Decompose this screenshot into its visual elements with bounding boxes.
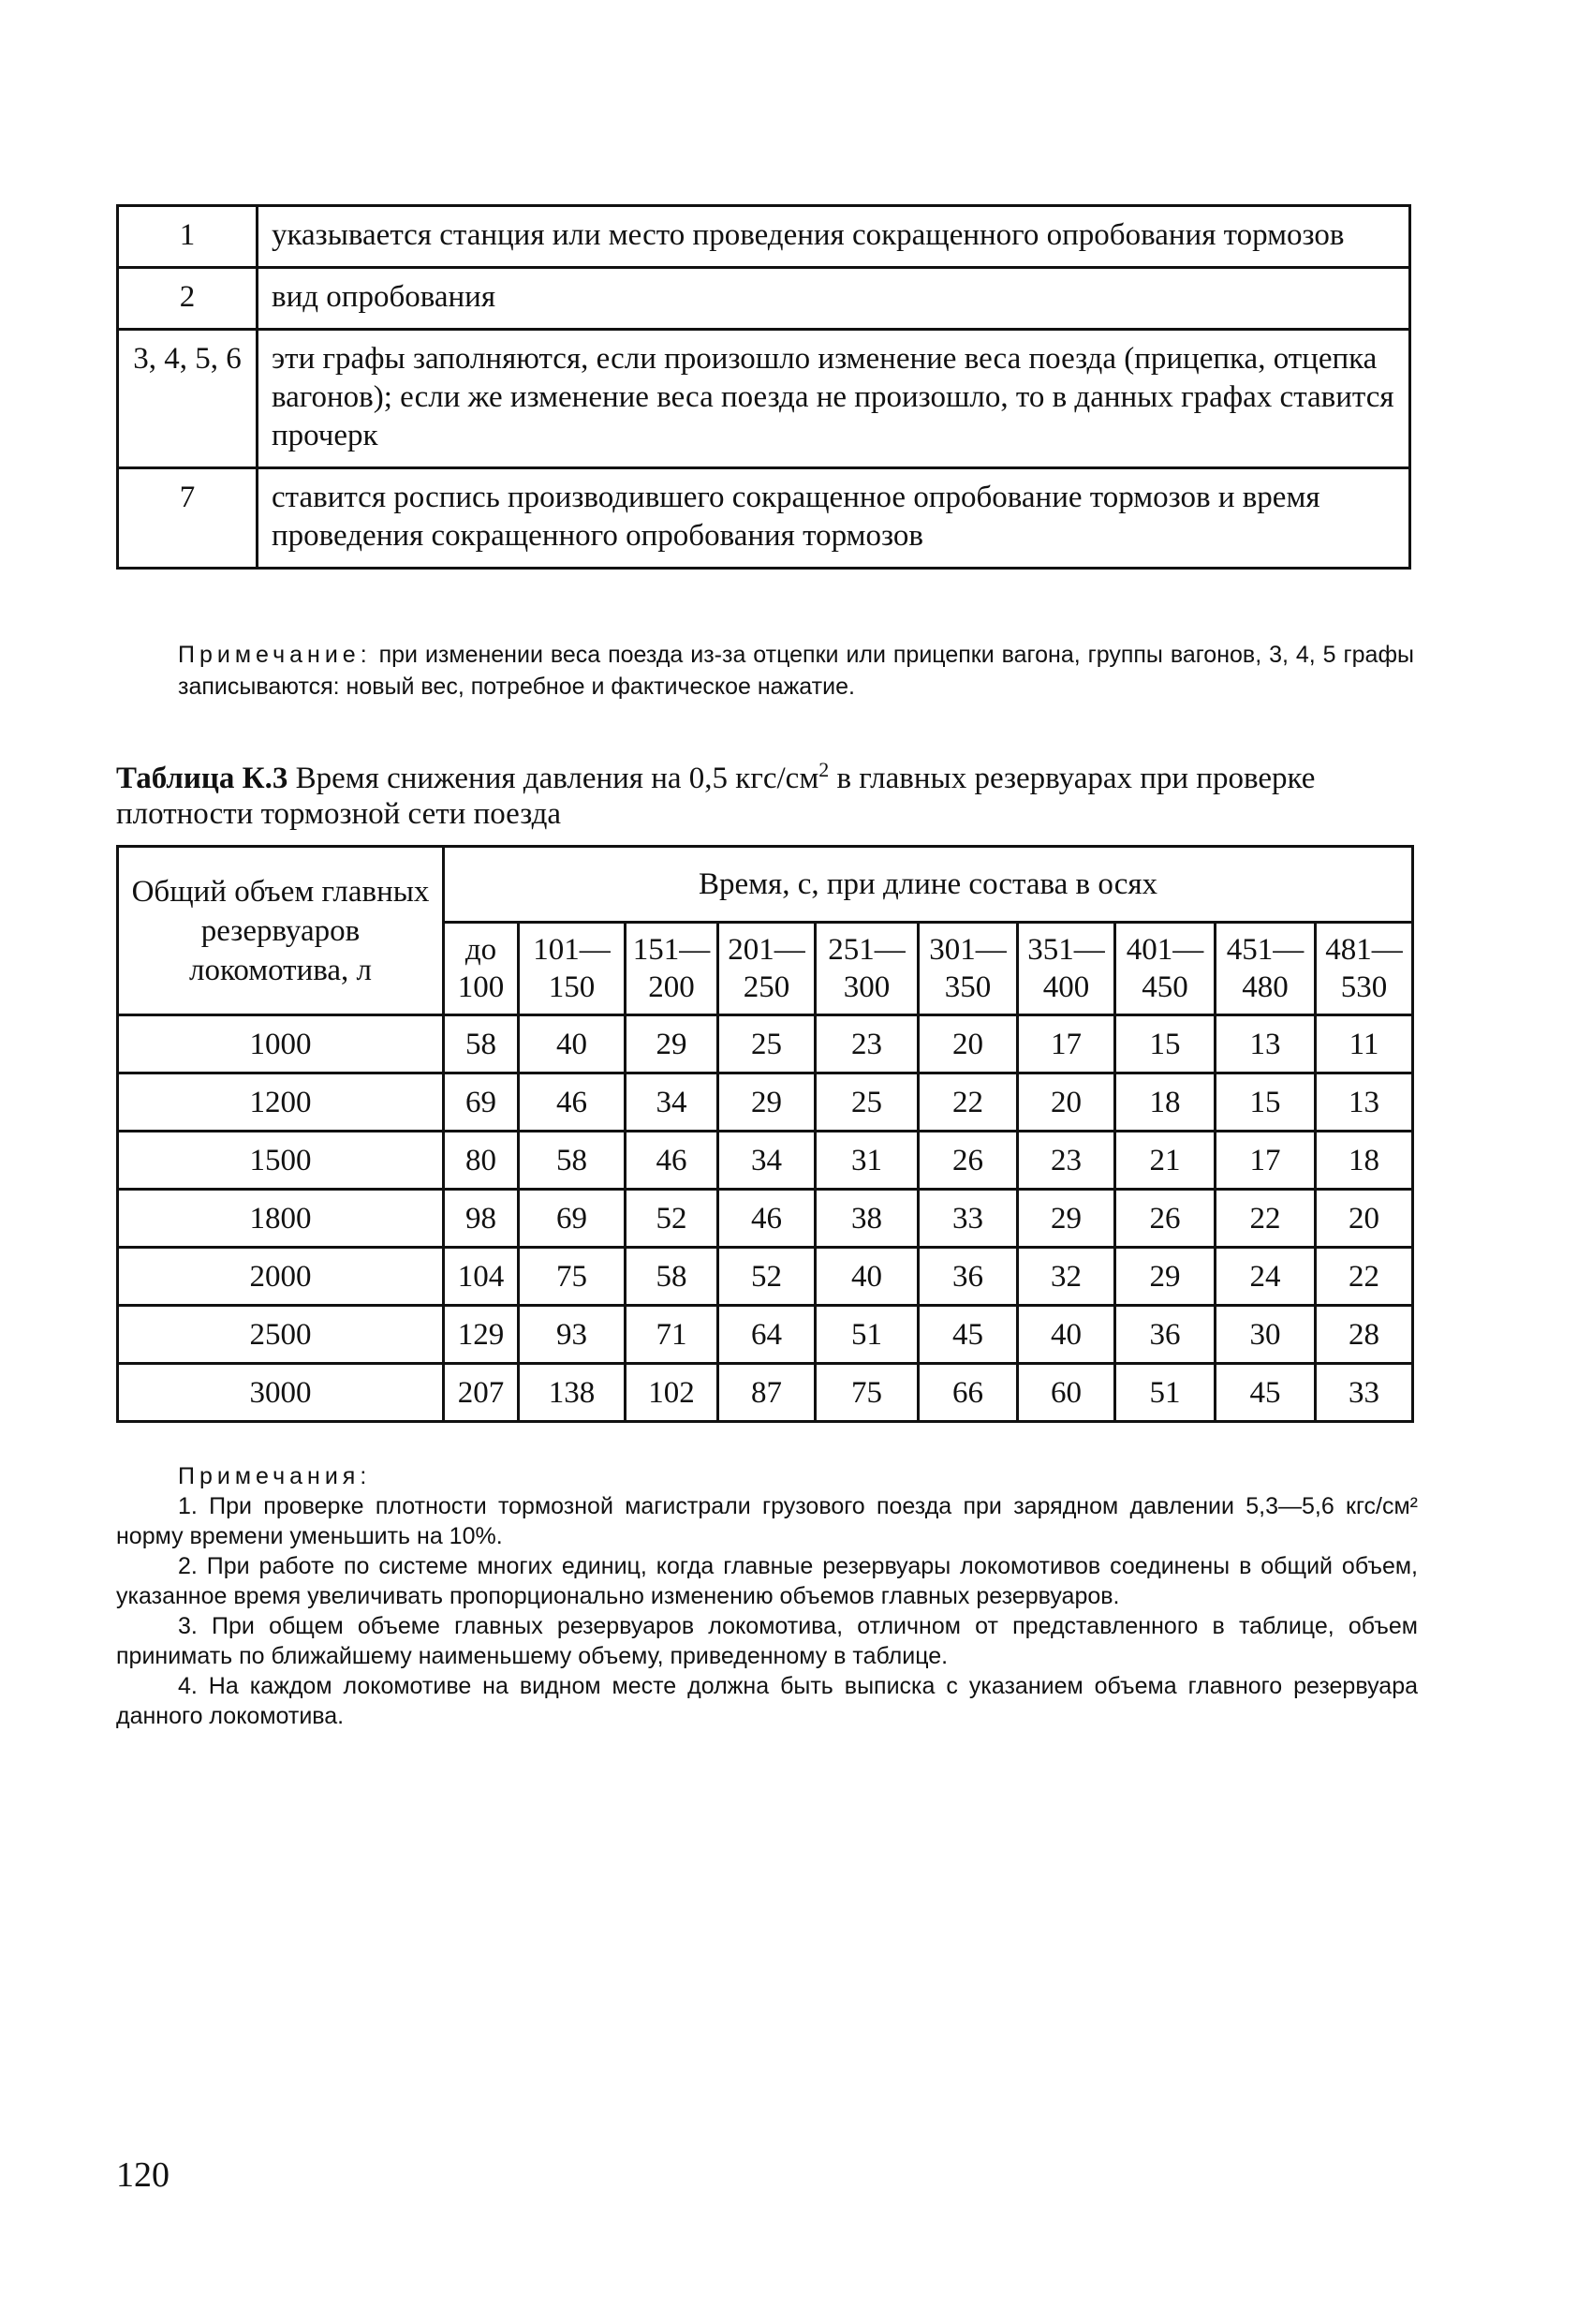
time-cell: 22 <box>1316 1248 1413 1306</box>
time-cell: 51 <box>1115 1364 1216 1422</box>
time-cell: 87 <box>718 1364 816 1422</box>
time-cell: 58 <box>444 1015 519 1073</box>
table-row <box>118 330 1410 468</box>
time-cell: 18 <box>1115 1073 1216 1132</box>
table-note <box>178 639 1414 703</box>
time-cell: 24 <box>1216 1248 1316 1306</box>
time-cell: 75 <box>519 1248 626 1306</box>
time-cell: 18 <box>1316 1132 1413 1190</box>
time-cell: 29 <box>718 1073 816 1132</box>
column-description: указывается станция или место проведения сокращенного опробования тормозов <box>258 206 1410 268</box>
column-header: 251— 300 <box>816 923 919 1015</box>
note-item: 3. При общем объеме главных резервуаров локомотива, отличном от представленного в таблице, объем принимать по ближайшему наименьшему объему, приведенному в таблице. <box>116 1613 1418 1669</box>
time-cell: 28 <box>1316 1306 1413 1364</box>
time-cell: 52 <box>718 1248 816 1306</box>
column-number: 7 <box>118 468 258 569</box>
time-cell: 98 <box>444 1190 519 1248</box>
time-cell: 29 <box>626 1015 718 1073</box>
time-cell: 129 <box>444 1306 519 1364</box>
time-cell: 20 <box>1316 1190 1413 1248</box>
time-cell: 69 <box>519 1190 626 1248</box>
column-header: 481— 530 <box>1316 923 1413 1015</box>
volume-cell: 1000 <box>118 1015 444 1073</box>
table-row <box>118 468 1410 569</box>
time-cell: 21 <box>1115 1132 1216 1190</box>
time-cell: 51 <box>816 1306 919 1364</box>
column-header: 301— 350 <box>919 923 1018 1015</box>
time-cell: 58 <box>519 1132 626 1190</box>
note-item: 4. На каждом локомотиве на видном месте должна быть выписка с указанием объема главного резервуара данного локомотива. <box>116 1673 1418 1729</box>
time-cell: 23 <box>1018 1132 1115 1190</box>
columns-explanation-table <box>116 204 1411 570</box>
time-cell: 52 <box>626 1190 718 1248</box>
time-cell: 26 <box>919 1132 1018 1190</box>
time-cell: 11 <box>1316 1015 1413 1073</box>
column-header: 201— 250 <box>718 923 816 1015</box>
table-caption-text: Время снижения давления на 0,5 кгс/см <box>287 762 819 795</box>
time-cell: 13 <box>1316 1073 1413 1132</box>
column-number: 2 <box>118 268 258 330</box>
time-cell: 22 <box>1216 1190 1316 1248</box>
table-row <box>118 1015 1413 1073</box>
time-cell: 17 <box>1018 1015 1115 1073</box>
volume-cell: 3000 <box>118 1364 444 1422</box>
volume-cell: 1200 <box>118 1073 444 1132</box>
time-cell: 17 <box>1216 1132 1316 1190</box>
notes-title: Примечания: <box>178 1463 372 1489</box>
time-cell: 46 <box>718 1190 816 1248</box>
time-cell: 34 <box>626 1073 718 1132</box>
volume-cell: 2500 <box>118 1306 444 1364</box>
table-row <box>118 1306 1413 1364</box>
time-cell: 25 <box>718 1015 816 1073</box>
time-cell: 46 <box>519 1073 626 1132</box>
time-cell: 31 <box>816 1132 919 1190</box>
time-cell: 102 <box>626 1364 718 1422</box>
column-description: вид опробования <box>258 268 1410 330</box>
column-group-header: Время, с, при длине состава в осях <box>444 847 1413 923</box>
table-row <box>118 1073 1413 1132</box>
time-cell: 15 <box>1216 1073 1316 1132</box>
column-number: 3, 4, 5, 6 <box>118 330 258 468</box>
pressure-drop-time-table <box>116 845 1414 1423</box>
note-item: 2. При работе по системе многих единиц, когда главные резервуары локомотивов соединены в общий объем, указанное время увеличивать пропорционально изменению объемов главных резервуаров. <box>116 1553 1418 1609</box>
table-header-row <box>118 847 1413 923</box>
column-description: эти графы заполняются, если произошло изменение веса поезда (прицепка, отцепка вагонов); если же изменение веса поезда не произошло, то в данных графах ставится прочерк <box>258 330 1410 468</box>
time-cell: 75 <box>816 1364 919 1422</box>
time-cell: 40 <box>816 1248 919 1306</box>
time-cell: 46 <box>626 1132 718 1190</box>
note-item: 1. При проверке плотности тормозной магистрали грузового поезда при зарядном давлении 5,3—5,6 кгс/см² норму времени уменьшить на 10%. <box>116 1493 1418 1549</box>
time-cell: 32 <box>1018 1248 1115 1306</box>
column-header: 101— 150 <box>519 923 626 1015</box>
table-row <box>118 1190 1413 1248</box>
time-cell: 20 <box>1018 1073 1115 1132</box>
volume-cell: 1500 <box>118 1132 444 1190</box>
column-number: 1 <box>118 206 258 268</box>
table-notes <box>116 1461 1418 1731</box>
column-header: 151— 200 <box>626 923 718 1015</box>
note-label: Примечание: <box>178 642 372 668</box>
time-cell: 40 <box>1018 1306 1115 1364</box>
time-cell: 22 <box>919 1073 1018 1132</box>
time-cell: 64 <box>718 1306 816 1364</box>
time-cell: 45 <box>919 1306 1018 1364</box>
superscript: 2 <box>818 758 830 781</box>
column-header: 351— 400 <box>1018 923 1115 1015</box>
time-cell: 23 <box>816 1015 919 1073</box>
time-cell: 29 <box>1018 1190 1115 1248</box>
time-cell: 30 <box>1216 1306 1316 1364</box>
time-cell: 29 <box>1115 1248 1216 1306</box>
time-cell: 69 <box>444 1073 519 1132</box>
table-row <box>118 268 1410 330</box>
time-cell: 20 <box>919 1015 1018 1073</box>
volume-cell: 2000 <box>118 1248 444 1306</box>
table-caption-text-end: в главных резервуарах при проверке плотности тормозной сети поезда <box>116 762 1316 831</box>
table-caption-label: Таблица К.3 <box>116 762 288 795</box>
table-row <box>118 1248 1413 1306</box>
table-body <box>118 1015 1413 1422</box>
table-row <box>118 1364 1413 1422</box>
time-cell: 25 <box>816 1073 919 1132</box>
volume-cell: 1800 <box>118 1190 444 1248</box>
time-cell: 66 <box>919 1364 1018 1422</box>
time-cell: 36 <box>919 1248 1018 1306</box>
column-header: 401— 450 <box>1115 923 1216 1015</box>
time-cell: 33 <box>1316 1364 1413 1422</box>
note-text: при изменении веса поезда из-за отцепки или прицепки вагона, группы вагонов, 3, 4, 5 графы записываются: новый вес, потребное и фактическое нажатие. <box>178 642 1414 700</box>
time-cell: 60 <box>1018 1364 1115 1422</box>
time-cell: 40 <box>519 1015 626 1073</box>
column-description: ставится роспись производившего сокращенное опробование тормозов и время проведения сокращенного опробования тормозов <box>258 468 1410 569</box>
time-cell: 93 <box>519 1306 626 1364</box>
time-cell: 36 <box>1115 1306 1216 1364</box>
column-header: 451— 480 <box>1216 923 1316 1015</box>
time-cell: 71 <box>626 1306 718 1364</box>
time-cell: 15 <box>1115 1015 1216 1073</box>
time-cell: 26 <box>1115 1190 1216 1248</box>
time-cell: 38 <box>816 1190 919 1248</box>
table-row <box>118 206 1410 268</box>
row-header: Общий объем главных резервуаров локомотива, л <box>118 847 444 1015</box>
time-cell: 33 <box>919 1190 1018 1248</box>
table-row <box>118 1132 1413 1190</box>
time-cell: 58 <box>626 1248 718 1306</box>
time-cell: 13 <box>1216 1015 1316 1073</box>
time-cell: 138 <box>519 1364 626 1422</box>
page-number: 120 <box>116 2155 170 2195</box>
time-cell: 80 <box>444 1132 519 1190</box>
table-caption <box>116 752 1418 832</box>
time-cell: 207 <box>444 1364 519 1422</box>
time-cell: 34 <box>718 1132 816 1190</box>
time-cell: 45 <box>1216 1364 1316 1422</box>
column-header: до 100 <box>444 923 519 1015</box>
time-cell: 104 <box>444 1248 519 1306</box>
